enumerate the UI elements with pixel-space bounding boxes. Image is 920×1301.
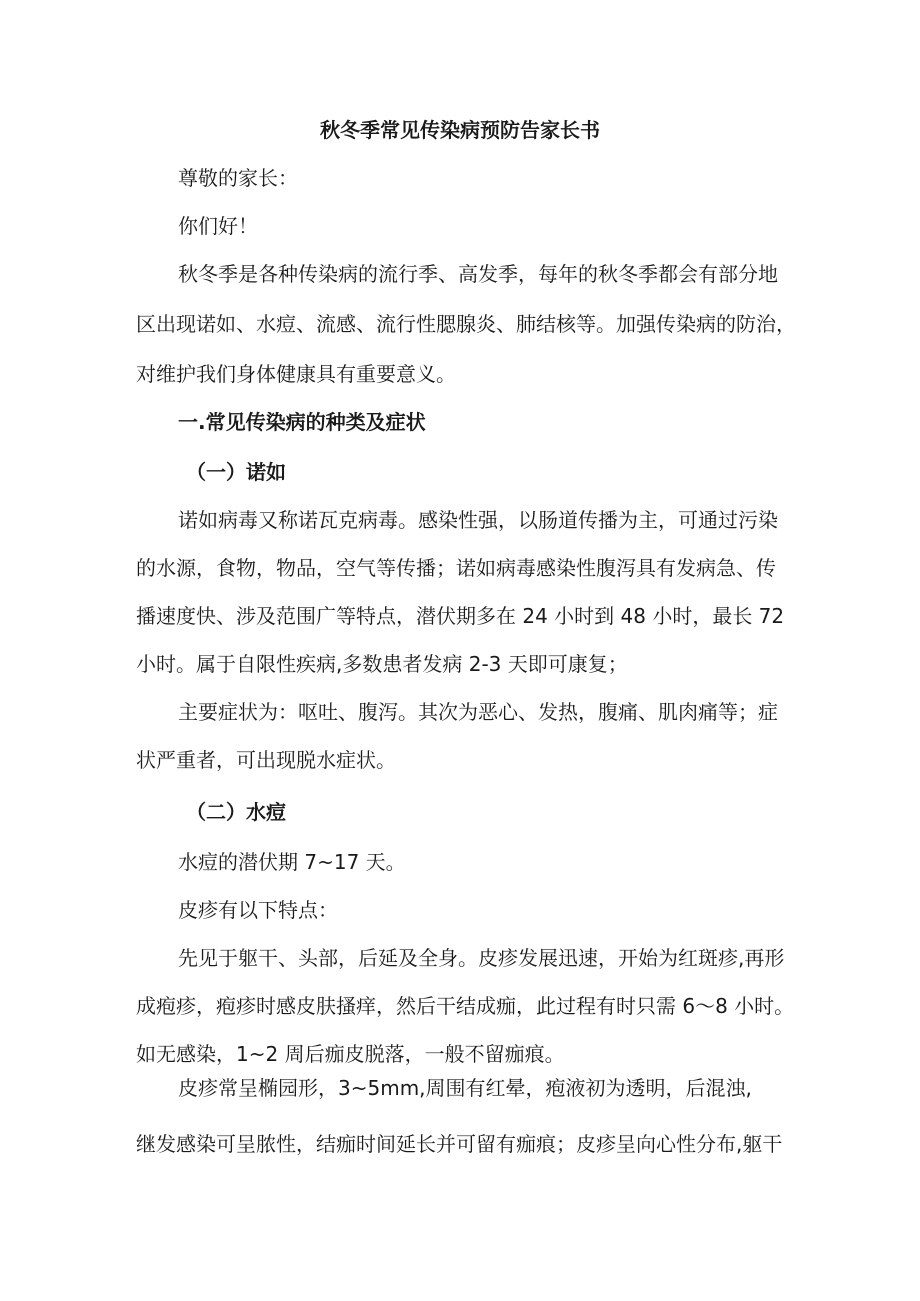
section-heading: 一.常见传染病的种类及症状 [178, 410, 426, 434]
varicella-rash-line: 皮疹常呈椭园形，3~5mm,周围有红晕，疱液初为透明，后混浊, [178, 1076, 752, 1100]
hello: 你们好！ [178, 214, 258, 238]
varicella-features-intro: 皮疹有以下特点： [178, 898, 338, 922]
norovirus-symptoms-line: 状严重者，可出现脱水症状。 [136, 748, 396, 772]
intro-line: 秋冬季是各种传染病的流行季、高发季，每年的秋冬季都会有部分地 [178, 262, 778, 286]
varicella-paragraph-line: 如无感染，1~2 周后痂皮脱落，一般不留痂痕。 [136, 1042, 565, 1066]
norovirus-paragraph-line: 小时。属于自限性疾病,多数患者发病 2-3 天即可康复； [136, 652, 628, 676]
norovirus-symptoms-line: 主要症状为：呕吐、腹泻。其次为恶心、发热，腹痛、肌肉痛等；症 [178, 700, 778, 724]
norovirus-paragraph-line: 诺如病毒又称诺瓦克病毒。感染性强，以肠道传播为主，可通过污染 [178, 508, 778, 532]
subsection-heading-norovirus: （一）诺如 [186, 460, 286, 484]
varicella-rash-line: 继发感染可呈脓性，结痂时间延长并可留有痂痕；皮疹呈向心性分布,躯干 [136, 1132, 783, 1156]
intro-line: 对维护我们身体健康具有重要意义。 [136, 362, 456, 386]
varicella-paragraph-line: 成疱疹，疱疹时感皮肤搔痒，然后干结成痂，此过程有时只需 6～8 小时。 [136, 994, 795, 1018]
subsection-heading-varicella: （二）水痘 [186, 800, 286, 824]
varicella-paragraph-line: 先见于躯干、头部，后延及全身。皮疹发展迅速，开始为红斑疹,再形 [178, 946, 785, 970]
norovirus-paragraph-line: 的水源，食物，物品，空气等传播；诺如病毒感染性腹泻具有发病急、传 [136, 556, 776, 580]
intro-line: 区出现诺如、水痘、流感、流行性腮腺炎、肺结核等。加强传染病的防治， [136, 312, 796, 336]
varicella-incubation: 水痘的潜伏期 7~17 天。 [178, 850, 406, 874]
norovirus-paragraph-line: 播速度快、涉及范围广等特点，潜伏期多在 24 小时到 48 小时，最长 72 [136, 604, 785, 628]
greeting: 尊敬的家长： [178, 166, 298, 190]
document-title: 秋冬季常见传染病预防告家长书 [320, 118, 600, 142]
